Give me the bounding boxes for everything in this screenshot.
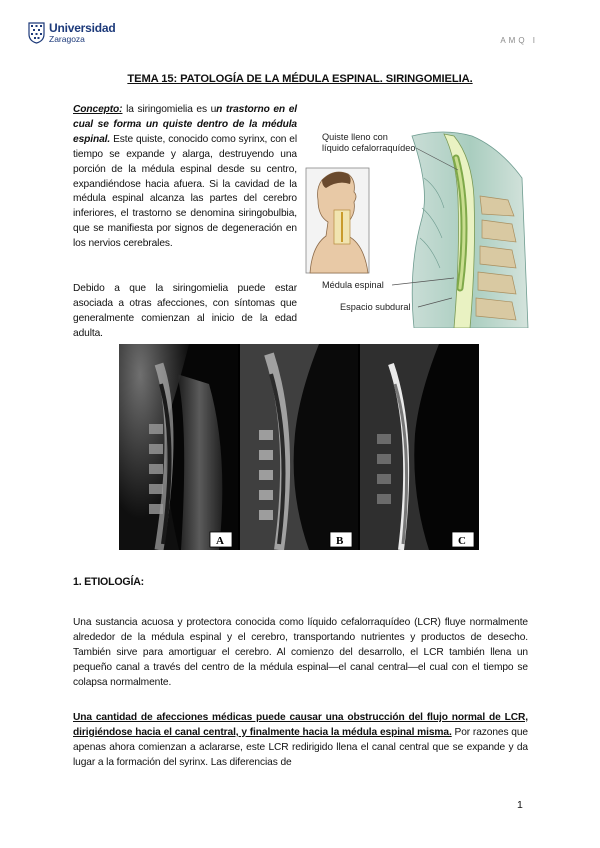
svg-text:B: B xyxy=(336,535,344,547)
anatomy-illustration xyxy=(304,118,532,328)
page-title: TEMA 15: PATOLOGÍA DE LA MÉDULA ESPINAL. SIRINGOMIELIA. xyxy=(127,73,473,85)
svg-text:C: C xyxy=(458,535,466,547)
mri-label-a xyxy=(210,532,232,547)
concept-paragraph xyxy=(73,103,297,252)
header-code: AMQ I xyxy=(500,36,538,45)
spine-section xyxy=(412,132,528,328)
label-subdural-space: Espacio subdural xyxy=(340,302,411,312)
etiology-paragraph-2-lead: Una cantidad de afecciones médicas puede causar una obstrucción del flujo normal de LCR, dirigiéndose hacia el canal central, y finalmente hacia la médula espinal misma. xyxy=(73,712,528,738)
concept-emphasis: n trastorno en el cual se forma un quiste dentro de la médula espinal. xyxy=(73,104,297,145)
concept-text-2: Este quiste, conocido como syrinx, con el tiempo se expande y alarga, destruyendo una porción de la médula espinal desde su centro, expandiéndose hacia afuera. Si la cavidad de la médula espinal alcanza las partes del cerebro inferiores, el trastorno se denomina siringobulbia, que se manifiesta por signos de degeneración en los nervios cerebrales. xyxy=(73,133,297,250)
label-spinal-cord: Médula espinal xyxy=(322,280,384,290)
university-shield-icon xyxy=(28,22,45,44)
university-city: Zaragoza xyxy=(49,34,85,45)
mri-panel-a xyxy=(119,344,238,550)
mri-images xyxy=(119,344,479,550)
label-cyst-line2: líquido cefalorraquídeo xyxy=(322,143,416,153)
concept-text-1: la siringomielia es u xyxy=(122,104,217,115)
concept-lead: Concepto: xyxy=(73,104,123,115)
head-figure xyxy=(306,168,369,273)
mri-label-b xyxy=(330,532,352,547)
mri-panel-b xyxy=(240,344,358,550)
mri-panel-c xyxy=(360,344,479,550)
etiology-paragraph-2-text: Por razones que apenas ahora comienzan a aclararse, este LCR redirigido llena el canal central que se expande y da lugar a la formación del syrinx. Las diferencias de xyxy=(73,726,528,768)
label-cyst-line1: Quiste lleno con xyxy=(322,132,388,142)
etiology-paragraph-1: Una sustancia acuosa y protectora conocida como líquido cefalorraquídeo (LCR) fluye normalmente alrededor de la médula espinal y el cerebro, transportando nutrientes y productos de desecho. También sirve para amortiguar el cerebro. Al comienzo del desarrollo, el LCR también llena un pequeño canal a través del centro de la médula espinal—el canal central—el cual con el tiempo se colapsa normalmente. xyxy=(73,617,528,688)
mri-label-c xyxy=(452,532,474,547)
section-heading-etiology: 1. ETIOLOGÍA: xyxy=(73,576,144,588)
university-name: Universidad xyxy=(49,21,116,36)
debido-paragraph: Debido a que la siringomielia puede estar asociada a otras afecciones, con síntomas que generalmente comienzan al inicio de la edad adulta. xyxy=(73,283,297,339)
page-number: 1 xyxy=(517,799,523,811)
university-logo xyxy=(28,22,116,44)
etiology-paragraph-2 xyxy=(73,711,528,771)
svg-text:A: A xyxy=(216,535,224,547)
